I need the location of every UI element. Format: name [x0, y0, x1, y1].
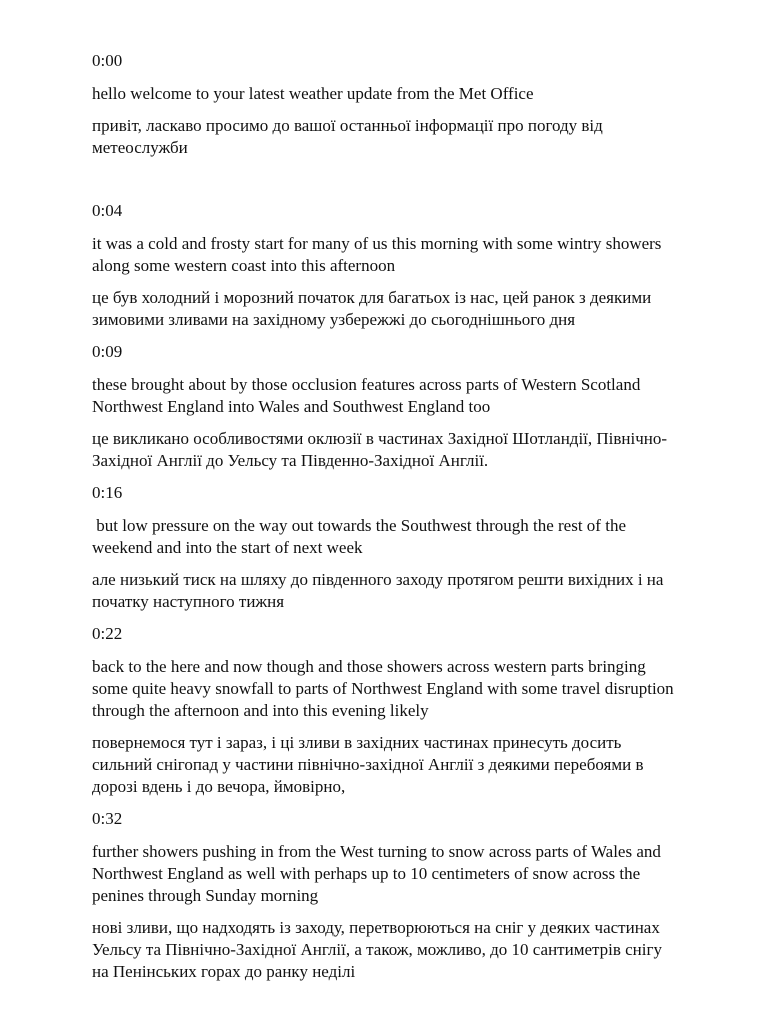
- english-line: these brought about by those occlusion features across parts of Western Scotland Northwest England into Wales and Southwest England too: [92, 375, 641, 416]
- transcript-entry: [92, 200, 722, 331]
- english-line: hello welcome to your latest weather update from the Met Office: [92, 84, 534, 103]
- ukrainian-line: це був холодний і морозний початок для багатьох із нас, цей ранок з деякими зимовими зливами на західному узбережжі до сьогоднішнього дня: [92, 288, 652, 329]
- transcript-entry: [92, 623, 722, 798]
- timestamp: 0:04: [92, 201, 123, 220]
- timestamp: 0:22: [92, 624, 123, 643]
- english-line: it was a cold and frosty start for many of us this morning with some wintry showers along some western coast into this afternoon: [92, 234, 662, 275]
- timestamp: 0:16: [92, 483, 123, 502]
- blank-space: [92, 169, 722, 200]
- ukrainian-line: привіт, ласкаво просимо до вашої останньої інформації про погоду від метеослужби: [92, 116, 603, 157]
- transcript-entry: [92, 808, 722, 983]
- ukrainian-line: але низький тиск на шляху до південного заходу протягом решти вихідних і на початку наступного тижня: [92, 570, 664, 611]
- transcript-page: [92, 50, 722, 993]
- english-line: back to the here and now though and those showers across western parts bringing some quite heavy snowfall to parts of Northwest England with some travel disruption through the afternoon and into this evening likely: [92, 657, 674, 720]
- ukrainian-line: повернемося тут і зараз, і ці зливи в західних частинах принесуть досить сильний снігопад у частини північно-західної Англії з деякими перебоями в дорозі вдень і до вечора, ймовірно,: [92, 733, 644, 796]
- timestamp: 0:32: [92, 809, 123, 828]
- timestamp: 0:09: [92, 342, 123, 361]
- ukrainian-line: це викликано особливостями оклюзії в частинах Західної Шотландії, Північно- Західної Англії до Уельсу та Південно-Західної Англії.: [92, 429, 668, 470]
- english-line: further showers pushing in from the West turning to snow across parts of Wales and Northwest England as well with perhaps up to 10 centimeters of snow across the penines through Sunday morning: [92, 842, 661, 905]
- ukrainian-line: нові зливи, що надходять із заходу, перетворюються на сніг у деяких частинах Уельсу та Північно-Західної Англії, а також, можливо, до 10 сантиметрів снігу на Пенінських горах до ранку неділі: [92, 918, 662, 981]
- transcript-entry: [92, 50, 722, 159]
- english-line: but low pressure on the way out towards the Southwest through the rest of the weekend and into the start of next week: [92, 516, 626, 557]
- transcript-entry: [92, 482, 722, 613]
- timestamp: 0:00: [92, 51, 123, 70]
- transcript-entry: [92, 341, 722, 472]
